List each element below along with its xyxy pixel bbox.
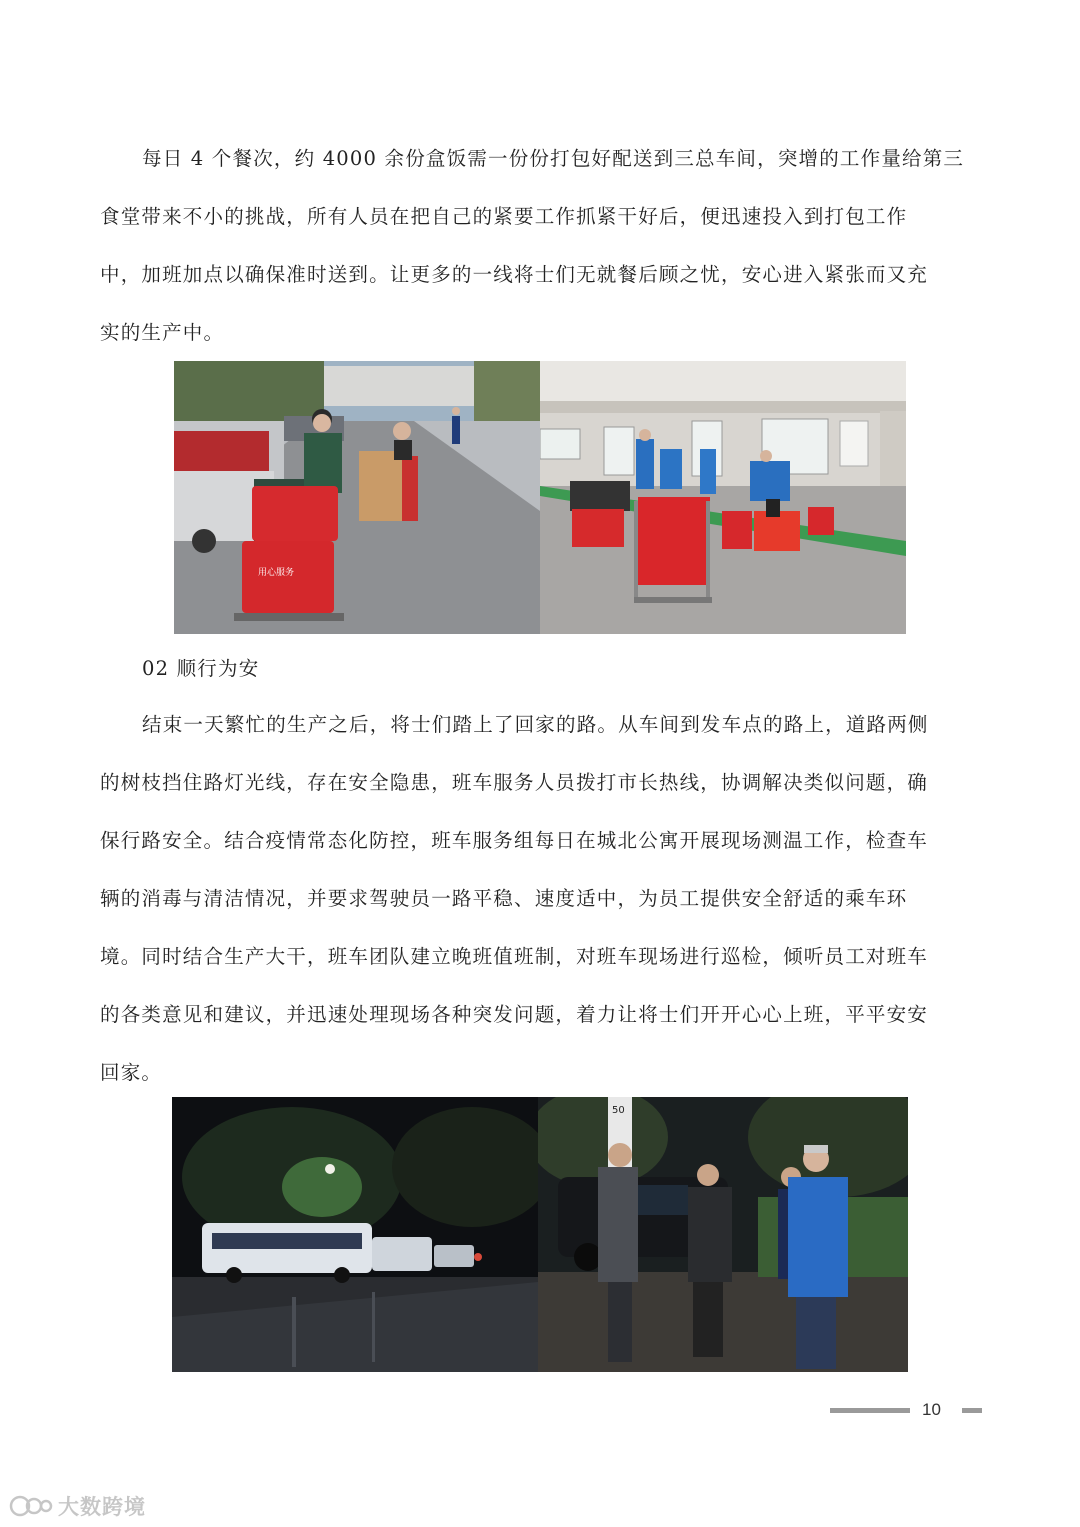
photo-buses-at-night — [172, 1097, 538, 1372]
photo-row-shuttle — [172, 1097, 908, 1372]
page-number-footer — [830, 1396, 990, 1424]
text-line: 实的生产中。 — [100, 321, 225, 344]
box-label-text: 用心服务 — [258, 568, 295, 578]
text-line: 境。同时结合生产大干，班车团队建立晚班值班制，对班车现场进行巡检，倾听员工对班车 — [100, 945, 929, 968]
photo-row-meal-delivery — [174, 361, 906, 634]
text-line: 辆的消毒与清洁情况，并要求驾驶员一路平稳、速度适中，为员工提供安全舒适的乘车环 — [100, 887, 908, 910]
text-line: 结束一天繁忙的生产之后，将士们踏上了回家的路。从车间到发车点的路上，道路两侧 — [142, 713, 929, 736]
text-line: 的各类意见和建议，并迅速处理现场各种突发问题，着力让将士们开开心心上班，平平安安 — [100, 1003, 929, 1026]
text-line: 食堂带来不小的挑战，所有人员在把自己的紧要工作抓紧干好后，便迅速投入到打包工作 — [100, 205, 908, 228]
text-line: 保行路安全。结合疫情常态化防控，班车服务组每日在城北公寓开展现场测温工作，检查车 — [100, 829, 929, 852]
footer-bar-left — [830, 1408, 910, 1413]
paragraph-shuttle-safety — [100, 696, 980, 1102]
text-line: 的树枝挡住路灯光线，存在安全隐患，班车服务人员拨打市长热线，协调解决类似问题，确 — [100, 771, 929, 794]
watermark-text: 大数跨境 — [58, 1495, 146, 1519]
text-line: 中，加班加点以确保准时送到。让更多的一线将士们无就餐后顾之忧，安心进入紧张而又充 — [100, 263, 929, 286]
section-heading: 02 顺行为安 — [142, 657, 260, 680]
watermark — [8, 1490, 146, 1522]
speed-sign-text: 50 — [612, 1105, 625, 1116]
page-number: 10 — [922, 1400, 941, 1419]
footer-bar-right — [962, 1408, 982, 1413]
photo-staff-inspection-night — [538, 1097, 908, 1372]
photo-carts-in-workshop — [540, 361, 906, 634]
paragraph-meal-delivery — [100, 130, 980, 362]
watermark-logo-icon — [8, 1492, 54, 1520]
photo-staff-pushing-carts — [174, 361, 540, 634]
text-line: 每日 4 个餐次，约 4000 余份盒饭需一份份打包好配送到三总车间，突增的工作量给第三 — [142, 147, 965, 170]
text-line: 回家。 — [100, 1061, 163, 1084]
